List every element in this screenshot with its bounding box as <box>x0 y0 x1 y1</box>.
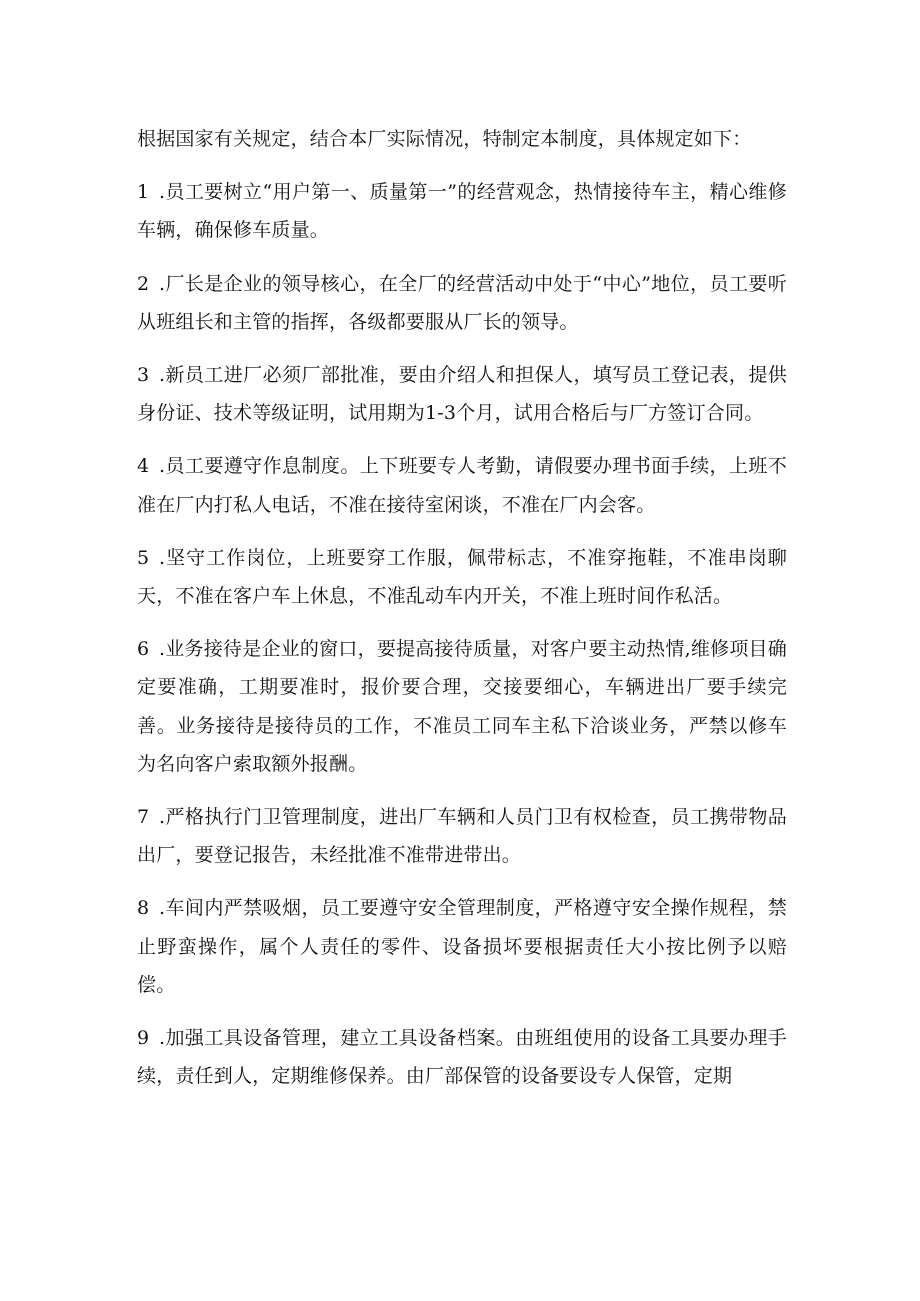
rule-number: 6 <box>137 638 150 661</box>
rule-text: .员工要树立“用户第一、质量第一”的经营观念，热情接待车主，精心维修车辆，确保修车质量。 <box>137 181 787 242</box>
rule-number: 5 <box>137 546 150 569</box>
rule-text: .加强工具设备管理，建立工具设备档案。由班组使用的设备工具要办理手续，责任到人，定期维修保养。由厂部保管的设备要设专人保管，定期 <box>137 1027 787 1088</box>
rule-text: .员工要遵守作息制度。上下班要专人考勤，请假要办理书面手续，上班不准在厂内打私人电话，不准在接待室闲谈，不准在厂内会客。 <box>137 455 787 516</box>
rule-number: 9 <box>137 1027 150 1050</box>
rule-item-2 <box>137 265 787 341</box>
rule-text: .坚守工作岗位，上班要穿工作服，佩带标志，不准穿拖鞋，不准串岗聊天，不准在客户车上休息，不准乱动车内开关，不准上班时间作私活。 <box>137 546 787 608</box>
rule-number: 4 <box>137 455 150 478</box>
rule-text: .严格执行门卫管理制度，进出厂车辆和人员门卫有权检查，员工携带物品出厂，要登记报告，未经批准不准带进带出。 <box>137 806 787 867</box>
rule-number: 7 <box>137 806 150 829</box>
intro-paragraph: 根据国家有关规定，结合本厂实际情况，特制定本制度，具体规定如下： <box>137 128 752 150</box>
rule-item-4 <box>137 447 787 523</box>
rule-text: .车间内严禁吸烟，员工要遵守安全管理制度，严格遵守安全操作规程，禁止野蛮操作，属个人责任的零件、设备损坏要根据责任大小按比例予以赔偿。 <box>137 897 787 996</box>
rule-item-1 <box>137 173 787 249</box>
rule-text: .新员工进厂必须厂部批准，要由介绍人和担保人，填写员工登记表，提供身份证、技术等级证明，试用期为1-3个月，试用合格后与厂方签订合同。 <box>137 364 787 425</box>
rule-text: .业务接待是企业的窗口，要提高接待质量，对客户要主动热情,维修项目确定要准确，工期要准时，报价要合理，交接要细心，车辆进出厂要手续完善。业务接待是接待员的工作，不准员工同车主私下洽谈业务，严禁以修车为名向客户索取额外报酬。 <box>137 638 787 775</box>
document-body <box>137 120 787 1110</box>
rule-item-6 <box>137 630 787 783</box>
rule-item-9 <box>137 1019 787 1095</box>
rule-number: 3 <box>137 364 150 387</box>
rule-text: .厂长是企业的领导核心，在全厂的经营活动中处于“中心”地位，员工要听从班组长和主管的指挥，各级都要服从厂长的领导。 <box>137 272 787 333</box>
rule-item-8 <box>137 889 787 1004</box>
rule-item-7 <box>137 798 787 874</box>
rule-number: 2 <box>137 272 150 295</box>
rule-number: 8 <box>137 897 150 920</box>
rule-item-3 <box>137 356 787 432</box>
rule-number: 1 <box>137 181 150 204</box>
rule-item-5 <box>137 539 787 615</box>
